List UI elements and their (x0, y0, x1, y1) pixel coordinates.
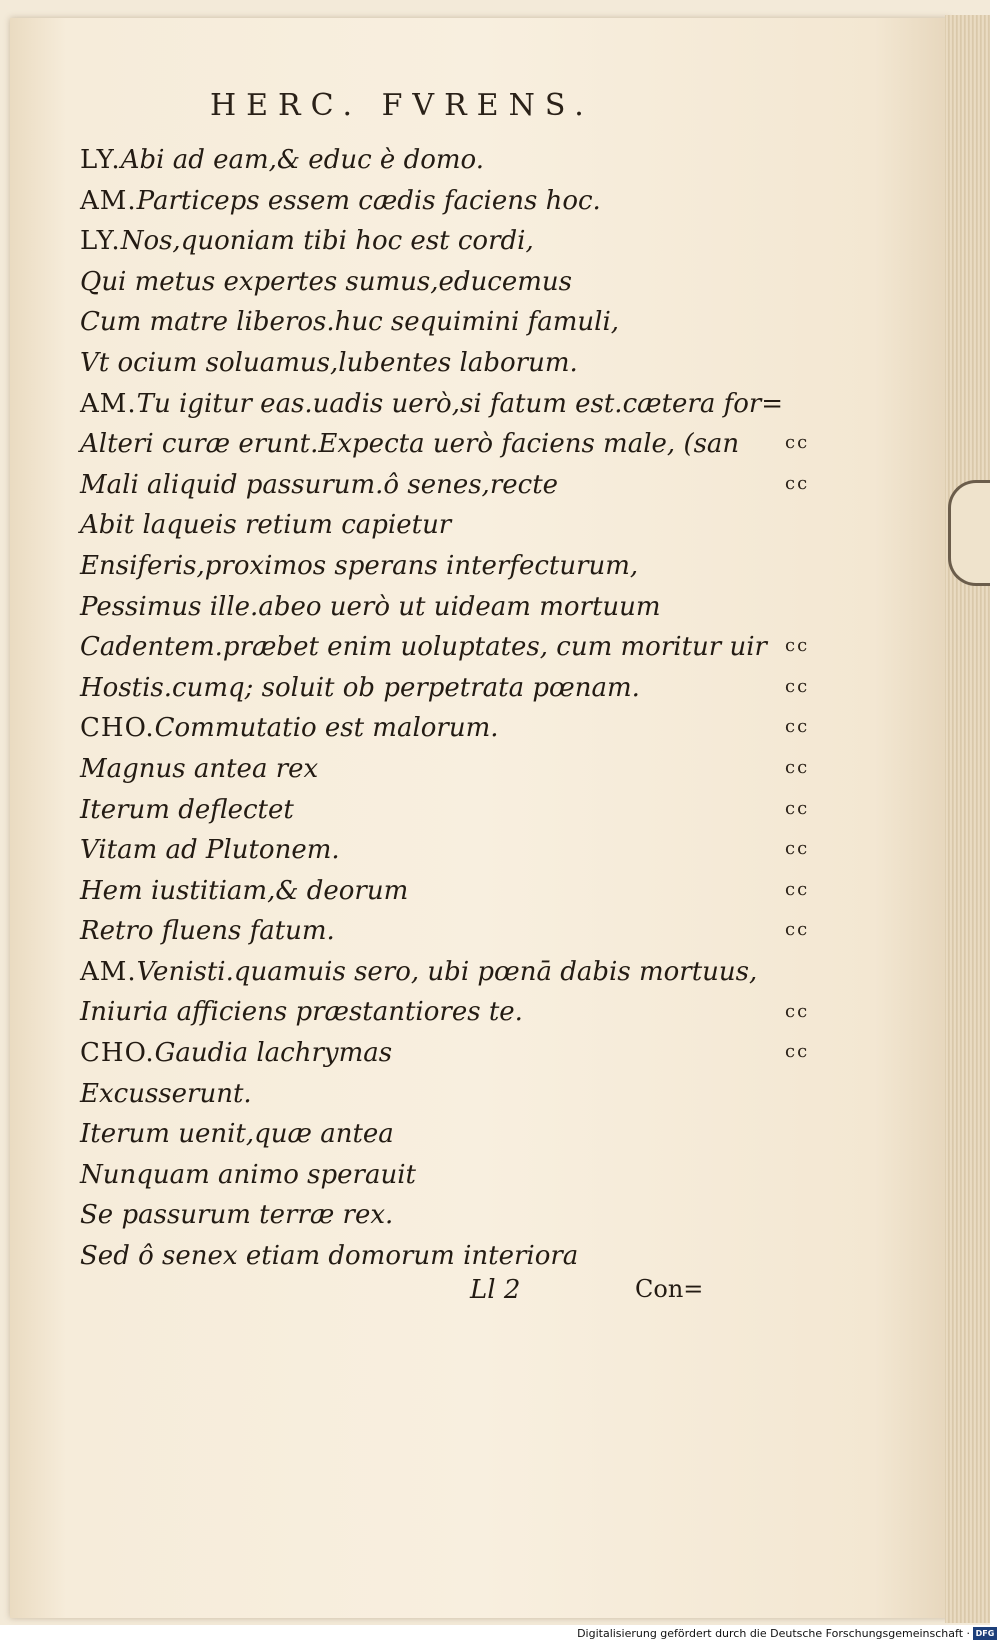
line-text: Cum matre liberos.huc sequimini famuli, (80, 307, 620, 338)
bookmark-tab (948, 480, 990, 586)
running-head: HERC. FVRENS. (210, 88, 594, 123)
digitization-footer (0, 1625, 1000, 1643)
text-line (80, 668, 720, 709)
line-text: Cadentem.præbet enim uoluptates, cum moritur uir (80, 632, 767, 663)
text-line (80, 302, 720, 343)
line-text: Iterum uenit,quæ antea (80, 1119, 394, 1150)
signature-mark: Ll 2 (470, 1275, 521, 1305)
line-text: Gaudia lachrymas (154, 1038, 393, 1069)
quotation-mark: cc (785, 878, 810, 900)
line-text: Nunquam animo sperauit (80, 1159, 416, 1190)
line-text: Se passurum terræ rex. (80, 1200, 394, 1231)
line-text: Venisti.quamuis sero, ubi pœnā dabis mortuus, (136, 956, 758, 987)
quotation-mark: cc (785, 838, 810, 860)
line-text: Iniuria afficiens præstantiores te. (80, 997, 523, 1028)
text-line (80, 505, 720, 546)
text-line (80, 384, 784, 425)
line-text: Magnus antea rex (80, 753, 319, 784)
speaker-label: CHO. (80, 713, 155, 744)
text-line (80, 1114, 720, 1155)
speaker-label: AM. (80, 388, 137, 419)
quotation-mark: cc (785, 716, 810, 738)
text-line (80, 587, 720, 628)
text-line (80, 424, 740, 465)
speaker-label: AM. (80, 185, 137, 216)
quotation-mark: cc (785, 1041, 810, 1063)
line-text: Abi ad eam,& educ è domo. (120, 145, 484, 175)
text-line (80, 181, 720, 222)
text-line (80, 1195, 720, 1236)
speaker-label: LY. (80, 226, 121, 257)
line-text: Hem iustitiam,& deorum (80, 875, 409, 906)
speaker-label: CHO. (80, 1038, 155, 1069)
text-line (80, 871, 720, 912)
line-text: Commutatio est malorum. (154, 713, 499, 744)
quotation-mark: cc (785, 919, 810, 941)
text-line (80, 952, 758, 993)
text-line (80, 343, 720, 384)
catchword: Con= (635, 1275, 704, 1303)
line-text: Retro fluens fatum. (80, 916, 335, 947)
line-text: Excusserunt. (80, 1078, 252, 1109)
speaker-label: AM. (80, 956, 137, 987)
text-line (80, 749, 720, 790)
footer-text: Digitalisierung gefördert durch die Deutsche Forschungsgemeinschaft · (577, 1627, 970, 1640)
line-text: Particeps essem cædis faciens hoc. (136, 185, 601, 216)
text-line (80, 790, 720, 831)
line-text: Vt ocium soluamus,lubentes laborum. (80, 347, 578, 378)
text-line (80, 992, 720, 1033)
line-text: Tu igitur eas.uadis uerò,si fatum est.cætera for= (136, 388, 784, 419)
dfg-logo: DFG (973, 1627, 997, 1640)
speaker-label: LY. (80, 145, 121, 175)
text-line (80, 140, 720, 181)
quotation-mark: cc (785, 432, 810, 454)
page-edge (945, 15, 990, 1623)
line-text: Mali aliquid passurum.ô senes,recte (80, 469, 559, 500)
line-text: Ensiferis,proximos sperans interfecturum, (80, 550, 639, 581)
line-text: Sed ô senex etiam domorum interiora (80, 1241, 579, 1272)
line-text: Iterum deflectet (80, 794, 294, 825)
verse-text-block (80, 140, 810, 1277)
line-text: Alteri curæ erunt.Expecta uerò faciens male, (san (80, 429, 740, 460)
text-line (80, 627, 767, 668)
text-line (80, 262, 720, 303)
quotation-mark: cc (785, 472, 810, 494)
quotation-mark: cc (785, 635, 810, 657)
text-line (80, 1236, 720, 1277)
quotation-mark: cc (785, 1000, 810, 1022)
line-text: Qui metus expertes sumus,educemus (80, 266, 572, 297)
line-text: Hostis.cumq; soluit ob perpetrata pœnam. (80, 672, 640, 703)
line-text: Pessimus ille.abeo uerò ut uideam mortuum (80, 591, 661, 622)
line-text: Abit laqueis retium capietur (80, 510, 452, 541)
text-line (80, 1155, 720, 1196)
line-text: Vitam ad Plutonem. (80, 835, 340, 866)
quotation-mark: cc (785, 797, 810, 819)
text-line (80, 708, 720, 749)
text-line (80, 465, 720, 506)
text-line (80, 830, 720, 871)
text-line (80, 221, 720, 262)
quotation-mark: cc (785, 675, 810, 697)
text-line (80, 1033, 720, 1074)
quotation-mark: cc (785, 757, 810, 778)
text-line (80, 911, 720, 952)
line-text: Nos,quoniam tibi hoc est cordi, (120, 226, 534, 257)
text-line (80, 1074, 720, 1115)
text-line (80, 546, 720, 587)
